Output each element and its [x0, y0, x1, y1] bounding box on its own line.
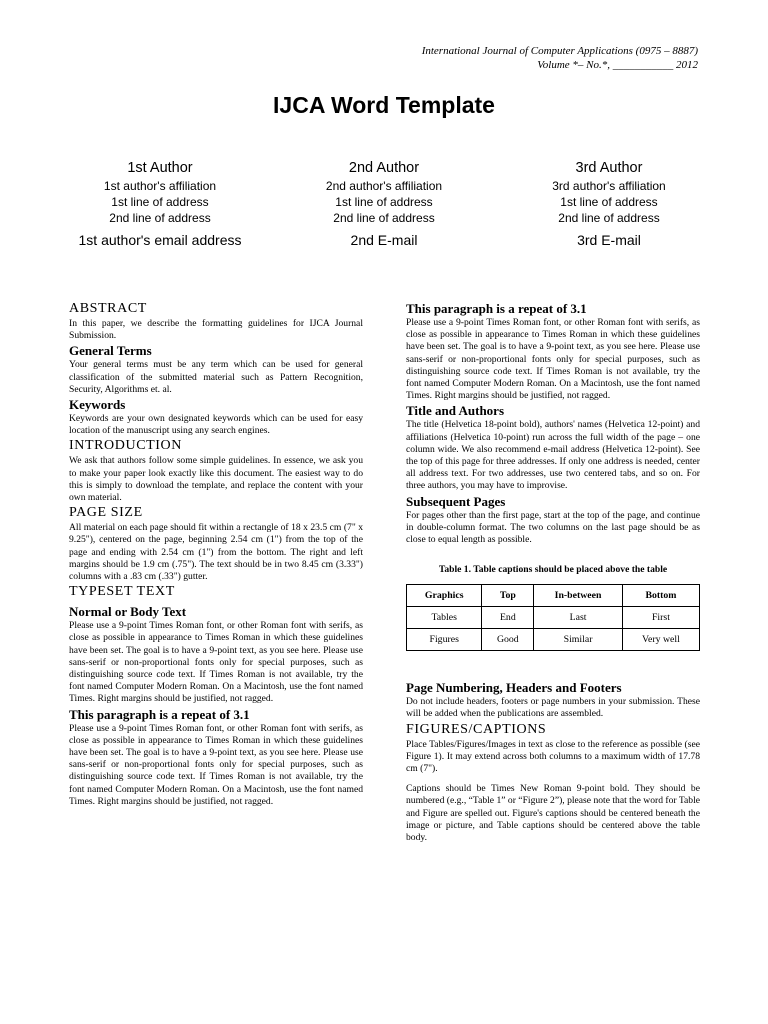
example-table [406, 584, 700, 651]
abstract-heading: ABSTRACT [69, 301, 147, 316]
author-address-line2: 2nd line of address [558, 211, 660, 225]
author-address-line2: 2nd line of address [333, 211, 435, 225]
table-header-cell: In-between [534, 585, 623, 607]
table-caption: Table 1. Table captions should be placed above the table [438, 564, 668, 576]
typeset-text-heading: TYPESET TEXT [69, 584, 175, 600]
repeat-paragraph-text: Please use a 9-point Times Roman font, or other Roman font with serifs, as close as possible in appearance to Times Roman in which these guidelines have been set. The goal is to have a 9-point text, as you see here. Please use sans-serif or non-proportional fonts only for special purposes, such as distinguishing source code text. If Times Roman is not available, try the font named Computer Modern Roman. On a Macintosh, use the font named Times. Right margins should be justified, not ragged. [406, 317, 700, 402]
repeat-paragraph-heading: This paragraph is a repeat of 3.1 [406, 301, 587, 316]
figures-captions-text-2: Captions should be Times New Roman 9-point bold. They should be numbered (e.g., “Table 1” or “Figure 2”), please note that the word for Table and Figure are spelled out. Figure's captions should be centered beneath the image or picture, and Table captions should be centered above the table body. [406, 783, 700, 844]
general-terms-text: Your general terms must be any term which can be used for general classification of the submitted material such as Pattern Recognition, Security, Algorithms et. al. [69, 359, 363, 395]
table-cell: First [622, 607, 699, 629]
author-block-3 [494, 160, 724, 248]
table-cell: Very well [622, 629, 699, 651]
table-header-cell: Top [482, 585, 534, 607]
author-address-line1: 1st line of address [560, 195, 658, 209]
author-email: 2nd E-mail [350, 232, 418, 248]
table-header-row [407, 585, 700, 607]
page-numbering-text: Do not include headers, footers or page numbers in your submission. These will be added when the publications are assembled. [406, 696, 700, 720]
table-cell: Similar [534, 629, 623, 651]
journal-header-line1: International Journal of Computer Applications (0975 – 8887) [421, 45, 698, 57]
normal-body-text-heading: Normal or Body Text [69, 604, 187, 620]
repeat-paragraph-heading: This paragraph is a repeat of 3.1 [69, 706, 250, 722]
table-cell: Figures [407, 629, 482, 651]
author-name: 3rd Author [575, 160, 643, 176]
introduction-heading: INTRODUCTION [69, 438, 182, 454]
figures-captions-text-1: Place Tables/Figures/Images in text as close to the reference as possible (see Figure 1). It may extend across both columns to a maximum width of 17.78 cm (7"). [406, 738, 700, 775]
right-column [406, 300, 700, 844]
keywords-heading: Keywords [69, 397, 126, 413]
table-row [407, 629, 700, 651]
journal-header [422, 44, 698, 72]
table-row [407, 607, 700, 629]
table-cell: End [482, 607, 534, 629]
journal-header-line2: Volume *– No.*, ___________ 2012 [537, 59, 698, 71]
general-terms-heading: General Terms [69, 343, 152, 359]
table-cell: Good [482, 629, 534, 651]
title-authors-heading: Title and Authors [406, 403, 505, 419]
author-email: 3rd E-mail [577, 232, 641, 248]
author-block-1 [45, 160, 275, 248]
author-block-2 [269, 160, 499, 248]
author-email: 1st author's email address [78, 232, 242, 248]
author-address-line1: 1st line of address [111, 195, 209, 209]
author-affiliation: 1st author's affiliation [103, 179, 217, 193]
subsequent-pages-text: For pages other than the first page, start at the top of the page, and continue in double-column format. The two columns on the last page should be as close to equal length as possible. [406, 509, 700, 546]
author-address-line1: 1st line of address [335, 195, 433, 209]
author-affiliation: 2nd author's affiliation [325, 179, 443, 193]
normal-body-text: Please use a 9-point Times Roman font, or other Roman font with serifs, as close as possible in appearance to Times Roman in which these guidelines have been set. The goal is to have a 9-point text, as you see here. Please use sans-serif or non-proportional fonts only for special purposes, such as distinguishing source code text. If Times Roman is not available, try the font named Computer Modern Roman. On a Macintosh, use the font named Times. Right margins should be justified, not ragged. [69, 620, 363, 705]
page-numbering-heading: Page Numbering, Headers and Footers [406, 680, 622, 696]
subsequent-pages-heading: Subsequent Pages [406, 493, 506, 509]
table-cell: Tables [407, 607, 482, 629]
table-cell: Last [534, 607, 623, 629]
page-size-text: All material on each page should fit within a rectangle of 18 x 23.5 cm (7" x 9.25"), centered on the page, beginning 2.54 cm (1") from the top of the page and ending with 2.54 cm (1") from the bottom. The right and left margins should be 1.9 cm (.75"). The text should be in two 8.45 cm (3.33") columns with a .83 cm (.33") gutter. [69, 522, 363, 583]
table-header-cell: Bottom [622, 585, 699, 607]
author-name: 2nd Author [348, 160, 420, 176]
repeat-paragraph-text: Please use a 9-point Times Roman font, or other Roman font with serifs, as close as possible in appearance to Times Roman in which these guidelines have been set. The goal is to have a 9-point text, as you see here. Please use sans-serif or non-proportional fonts only for special purposes, such as distinguishing source code text. If Times Roman is not available, try the font named Computer Modern Roman. On a Macintosh, use the font named Times. Right margins should be justified, not ragged. [69, 722, 363, 807]
abstract-text: In this paper, we describe the formatting guidelines for IJCA Journal Submission. [69, 318, 363, 342]
author-address-line2: 2nd line of address [109, 211, 211, 225]
figures-captions-heading: FIGURES/CAPTIONS [406, 721, 547, 737]
title-authors-text: The title (Helvetica 18-point bold), authors' names (Helvetica 12-point) and affiliations (Helvetica 10-point) run across the full width of the page – one column wide. We also recommend e-mail address (Helvetica 12-point). See the top of this page for three addresses. If only one address is needed, center all address text. For two addresses, use two centered tabs, and so on. For three authors, you may have to improvise. [406, 419, 700, 492]
table-header-cell: Graphics [407, 585, 482, 607]
introduction-text: We ask that authors follow some simple guidelines. In essence, we ask you to make your paper look exactly like this document. The easiest way to do this is simply to download the template, and replace the content with your own material. [69, 455, 363, 504]
page-size-heading: PAGE SIZE [69, 505, 143, 521]
left-column [69, 300, 363, 808]
author-affiliation: 3rd author's affiliation [552, 179, 666, 193]
paper-title: IJCA Word Template [273, 92, 495, 118]
keywords-text: Keywords are your own designated keywords which can be used for easy location of the manuscript using any search engines. [69, 413, 363, 437]
author-name: 1st Author [127, 160, 193, 176]
